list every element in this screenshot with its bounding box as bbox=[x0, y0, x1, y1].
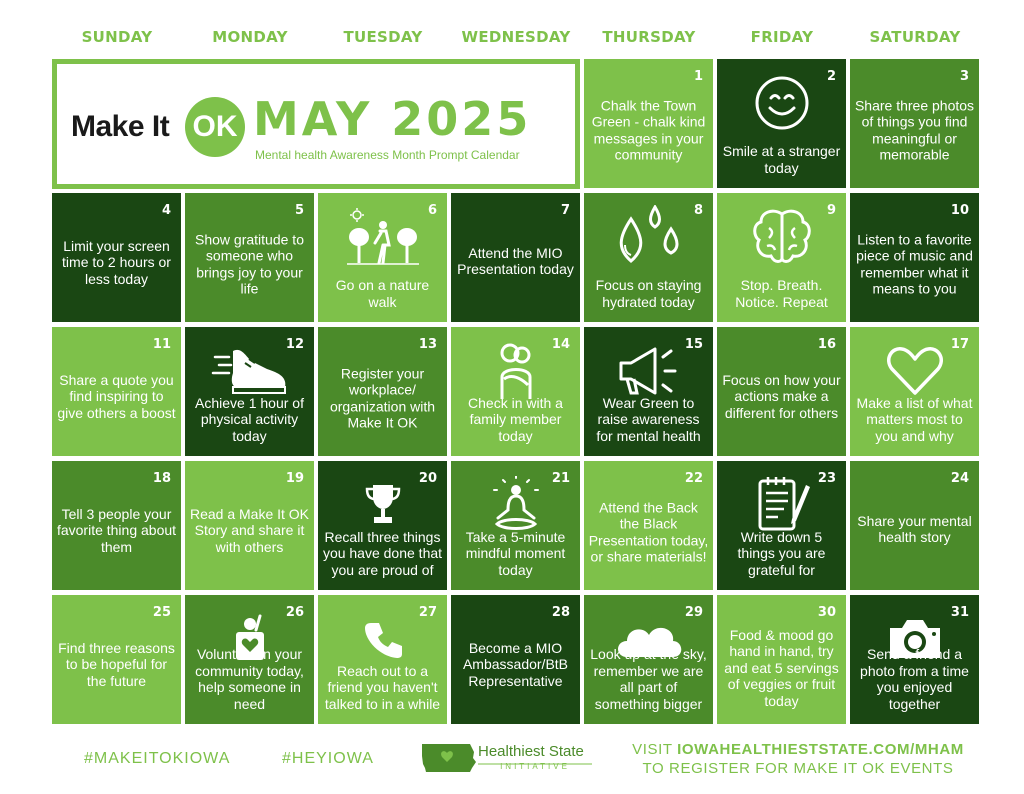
day-number: 23 bbox=[817, 471, 836, 486]
day-prompt: Share three photos of things you find meaningful or memorable bbox=[854, 97, 975, 163]
day-number: 9 bbox=[826, 203, 836, 218]
day-number: 25 bbox=[152, 605, 171, 620]
day-number: 4 bbox=[161, 203, 171, 218]
day-number: 30 bbox=[817, 605, 836, 620]
day-number: 18 bbox=[152, 471, 171, 486]
day-prompt: Smile at a stranger today bbox=[722, 143, 841, 176]
day-number: 15 bbox=[684, 337, 703, 352]
day-number: 22 bbox=[684, 471, 703, 486]
calendar-header bbox=[52, 59, 580, 189]
make-it-ok-logo-badge: OK bbox=[185, 97, 245, 157]
meditation-icon bbox=[451, 475, 580, 535]
day-cell-21 bbox=[451, 461, 580, 590]
day-cell-14 bbox=[451, 327, 580, 456]
day-number: 21 bbox=[551, 471, 570, 486]
day-cell-17 bbox=[850, 327, 979, 456]
day-prompt: Go on a nature walk bbox=[335, 277, 430, 310]
day-cell-13 bbox=[318, 327, 447, 456]
day-cell-9 bbox=[717, 193, 846, 322]
day-number: 17 bbox=[950, 337, 969, 352]
heart-icon bbox=[850, 341, 979, 401]
visit-prefix: VISIT bbox=[632, 741, 678, 758]
day-prompt: Focus on how your actions make a different for others bbox=[722, 371, 841, 421]
day-cell-19 bbox=[185, 461, 314, 590]
running-shoe-icon bbox=[185, 341, 314, 401]
day-cell-18 bbox=[52, 461, 181, 590]
day-prompt: Register your workplace/ organization with Make It OK bbox=[329, 365, 436, 431]
day-cell-1 bbox=[584, 59, 713, 188]
visit-url-link[interactable]: IOWAHEALTHIESTSTATE.COM/MHAM bbox=[677, 741, 964, 758]
day-number: 26 bbox=[285, 605, 304, 620]
make-it-ok-logo-text: Make It bbox=[71, 110, 170, 143]
day-prompt: Send a friend a photo from a time you enjoyed together bbox=[860, 646, 969, 712]
healthiest-state-name: Healthiest State bbox=[478, 743, 584, 760]
month-title: MAY 2025 bbox=[253, 92, 532, 146]
day-prompt: Attend the Back the Black Presentation today, or share materials! bbox=[588, 499, 709, 565]
weekday-wednesday: WEDNESDAY bbox=[461, 28, 571, 46]
day-cell-4 bbox=[52, 193, 181, 322]
calendar-header-inner bbox=[57, 64, 575, 184]
day-prompt: Write down 5 things you are grateful for bbox=[737, 528, 826, 578]
day-cell-6 bbox=[318, 193, 447, 322]
day-number: 27 bbox=[418, 605, 437, 620]
day-number: 3 bbox=[959, 69, 969, 84]
day-prompt: Achieve 1 hour of physical activity today bbox=[195, 394, 304, 444]
day-prompt: Check in with a family member today bbox=[468, 394, 563, 444]
day-number: 28 bbox=[551, 605, 570, 620]
day-cell-2 bbox=[717, 59, 846, 188]
day-number: 14 bbox=[551, 337, 570, 352]
visit-line-2: TO REGISTER FOR MAKE IT OK EVENTS bbox=[642, 760, 954, 777]
day-cell-10 bbox=[850, 193, 979, 322]
notepad-pen-icon bbox=[717, 475, 846, 535]
day-prompt: Share your mental health story bbox=[857, 512, 972, 545]
day-number: 20 bbox=[418, 471, 437, 486]
day-prompt: Stop. Breath. Notice. Repeat bbox=[735, 277, 828, 310]
megaphone-icon bbox=[584, 341, 713, 401]
weekday-monday: MONDAY bbox=[212, 28, 288, 46]
day-cell-20 bbox=[318, 461, 447, 590]
day-cell-28 bbox=[451, 595, 580, 724]
day-number: 31 bbox=[950, 605, 969, 620]
day-cell-8 bbox=[584, 193, 713, 322]
day-number: 19 bbox=[285, 471, 304, 486]
day-prompt: Limit your screen time to 2 hours or less today bbox=[62, 237, 171, 287]
weekday-saturday: SATURDAY bbox=[869, 28, 961, 46]
water-drops-icon bbox=[584, 207, 713, 267]
day-prompt: Wear Green to raise awareness for mental health bbox=[596, 394, 701, 444]
weekday-tuesday: TUESDAY bbox=[343, 28, 423, 46]
hug-icon bbox=[451, 341, 580, 401]
day-number: 12 bbox=[285, 337, 304, 352]
day-number: 10 bbox=[950, 203, 969, 218]
day-prompt: Find three reasons to be hopeful for the future bbox=[58, 639, 175, 689]
day-prompt: Attend the MIO Presentation today bbox=[457, 244, 574, 277]
day-number: 16 bbox=[817, 337, 836, 352]
weekday-thursday: THURSDAY bbox=[602, 28, 696, 46]
day-prompt: Share a quote you find inspiring to give others a boost bbox=[57, 371, 176, 421]
day-cell-16 bbox=[717, 327, 846, 456]
day-cell-3 bbox=[850, 59, 979, 188]
day-prompt: Chalk the Town Green - chalk kind messages in your community bbox=[591, 97, 706, 163]
day-prompt: Take a 5-minute mindful moment today bbox=[465, 528, 566, 578]
day-cell-30 bbox=[717, 595, 846, 724]
day-number: 1 bbox=[693, 69, 703, 84]
day-cell-31 bbox=[850, 595, 979, 724]
day-prompt: Look up at the sky, remember we are all part of something bigger bbox=[590, 646, 707, 712]
nature-walk-icon bbox=[318, 207, 447, 267]
visit-register-message bbox=[612, 740, 984, 778]
visit-line-1 bbox=[612, 740, 984, 759]
day-number: 29 bbox=[684, 605, 703, 620]
day-prompt: Tell 3 people your favorite thing about them bbox=[56, 505, 177, 555]
day-prompt: Food & mood go hand in hand, try and eat 5 servings of veggies or fruit today bbox=[724, 626, 839, 709]
hashtag-makeitokiowa: #MAKEITOKIOWA bbox=[84, 750, 231, 767]
weekday-sunday: SUNDAY bbox=[81, 28, 153, 46]
day-number: 5 bbox=[294, 203, 304, 218]
day-prompt: Focus on staying hydrated today bbox=[595, 277, 702, 310]
day-cell-23 bbox=[717, 461, 846, 590]
day-prompt: Volunteer in your community today, help someone in need bbox=[195, 646, 304, 712]
day-prompt: Reach out to a friend you haven't talked to in a while bbox=[324, 662, 441, 712]
day-number: 13 bbox=[418, 337, 437, 352]
day-prompt: Recall three things you have done that you are proud of bbox=[322, 528, 443, 578]
day-cell-7 bbox=[451, 193, 580, 322]
day-prompt: Show gratitude to someone who brings joy to your life bbox=[195, 231, 304, 297]
phone-icon bbox=[318, 609, 447, 669]
day-number: 2 bbox=[826, 69, 836, 84]
healthiest-state-initiative: INITIATIVE bbox=[500, 762, 570, 771]
day-prompt: Become a MIO Ambassador/BtB Representative bbox=[462, 639, 569, 689]
weekday-friday: FRIDAY bbox=[750, 28, 814, 46]
day-number: 24 bbox=[950, 471, 969, 486]
day-cell-27 bbox=[318, 595, 447, 724]
trophy-icon bbox=[318, 475, 447, 535]
day-cell-15 bbox=[584, 327, 713, 456]
day-number: 7 bbox=[560, 203, 570, 218]
day-prompt: Make a list of what matters most to you and why bbox=[856, 394, 973, 444]
day-cell-5 bbox=[185, 193, 314, 322]
day-cell-29 bbox=[584, 595, 713, 724]
day-cell-24 bbox=[850, 461, 979, 590]
day-number: 6 bbox=[427, 203, 437, 218]
day-number: 11 bbox=[152, 337, 171, 352]
day-cell-25 bbox=[52, 595, 181, 724]
day-cell-22 bbox=[584, 461, 713, 590]
day-prompt: Listen to a favorite piece of music and remember what it means to you bbox=[856, 231, 973, 297]
day-cell-26 bbox=[185, 595, 314, 724]
smiley-icon bbox=[717, 73, 846, 133]
brain-icon bbox=[717, 207, 846, 267]
day-cell-12 bbox=[185, 327, 314, 456]
day-prompt: Read a Make It OK Story and share it with others bbox=[189, 505, 310, 555]
hashtag-heyiowa: #HEYIOWA bbox=[282, 750, 374, 767]
day-number: 8 bbox=[693, 203, 703, 218]
calendar-subtitle: Mental health Awareness Month Prompt Calendar bbox=[255, 148, 520, 162]
day-cell-11 bbox=[52, 327, 181, 456]
